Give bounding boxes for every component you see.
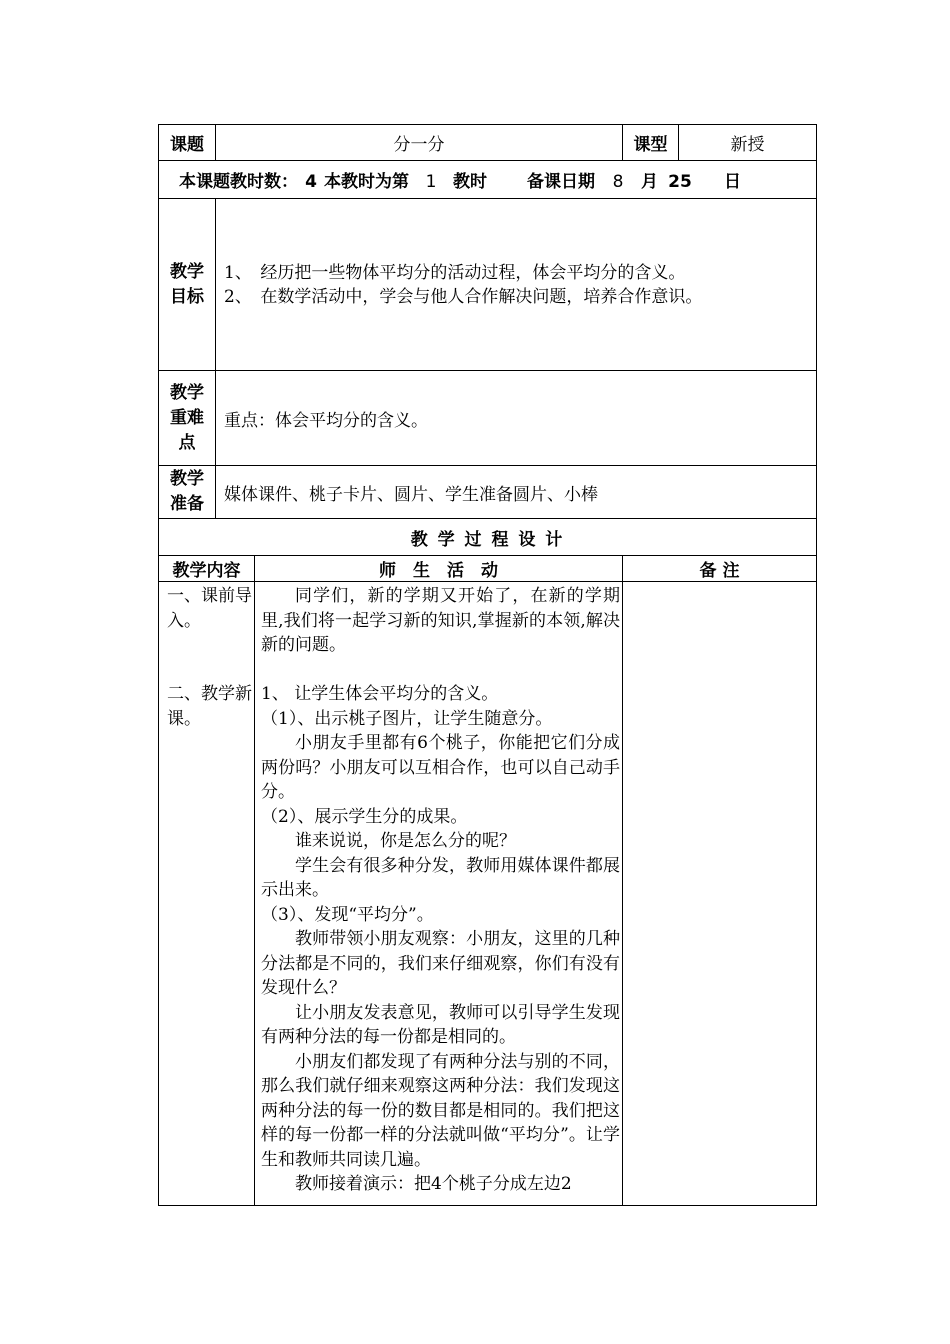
para-3a: 教师带领小朋友观察：小朋友，这里的几种分法都是不同的，我们来仔细观察，你们有没有发现什么？ <box>261 929 620 998</box>
lesson-plan-page <box>158 124 816 1206</box>
sub-2: （2）、展示学生分的成果。 <box>261 806 468 827</box>
goals-row <box>159 199 817 371</box>
goals-label-line-1: 教学 <box>170 261 204 282</box>
sub-3: （3）、发现“平均分”。 <box>261 904 434 925</box>
key-points-text: 重点：体会平均分的含义。 <box>216 371 817 466</box>
preparation-text: 媒体课件、桃子卡片、圆片、学生准备圆片、小棒 <box>216 466 817 519</box>
current-value: 1 <box>425 172 437 192</box>
type-label: 课型 <box>623 125 679 161</box>
process-title: 教 学 过 程 设 计 <box>159 519 817 556</box>
goal-item-1: 1、 经历把一些物体平均分的活动过程，体会平均分的含义。 <box>224 262 686 283</box>
sub-1: （1）、出示桃子图片，让学生随意分。 <box>261 708 553 729</box>
current-label: 本教时为第 <box>324 172 409 192</box>
para-intro: 同学们，新的学期又开始了，在新的学期里,我们将一起学习新的知识,掌握新的本领,解决新的问题。 <box>261 586 620 655</box>
key-points-row <box>159 371 817 466</box>
para-2a: 谁来说说，你是怎么分的呢？ <box>295 831 516 851</box>
preparation-row <box>159 466 817 519</box>
activity-column <box>255 582 623 1206</box>
key-points-label-line-1: 教学 <box>170 382 204 403</box>
info-cell <box>159 161 817 199</box>
para-3d: 教师接着演示：把4个桃子分成左边2 <box>295 1174 572 1194</box>
para-2b: 学生会有很多种分发，教师用媒体课件都展示出来。 <box>261 855 620 900</box>
notes-column <box>623 582 817 1206</box>
content-column <box>159 582 255 1206</box>
para-3b: 让小朋友发表意见，教师可以引导学生发现有两种分法的每一份都是相同的。 <box>261 1002 620 1047</box>
period-label: 教时 <box>453 172 487 192</box>
goal-item-2: 2、 在数学活动中，学会与他人合作解决问题，培养合作意识。 <box>224 286 703 307</box>
topic-label: 课题 <box>159 125 216 161</box>
preparation-label <box>159 466 216 519</box>
process-header-row <box>159 556 817 582</box>
process-body-row <box>159 582 817 1206</box>
key-points-label <box>159 371 216 466</box>
para-1: 小朋友手里都有6个桃子，你能把它们分成两份吗？小朋友可以互相合作，也可以自己动手分。 <box>261 733 620 802</box>
preparation-label-line-2: 准备 <box>170 494 204 514</box>
lesson-plan-table <box>158 124 817 1206</box>
para-3c: 小朋友们都发现了有两种分法与别的不同，那么我们就仔细来观察这两种分法：我们发现这两种分法的每一份的数目都是相同的。我们把这样的每一份都一样的分法就叫做“平均分”。让学生和教师共同读几遍。 <box>261 1051 620 1170</box>
section-1-label: 一、课前导入。 <box>167 586 252 631</box>
goals-content <box>216 199 817 371</box>
topic-value: 分一分 <box>216 125 623 161</box>
month-label: 月 <box>641 172 658 192</box>
col-header-notes: 备 注 <box>623 556 817 582</box>
lessons-label: 本课题教时数： <box>179 172 298 192</box>
key-points-label-line-2: 重难 <box>170 407 204 428</box>
date-label: 备课日期 <box>527 172 595 192</box>
preparation-label-line-1: 教学 <box>170 469 204 489</box>
date-month: 8 <box>612 172 624 192</box>
item-1: 1、 让学生体会平均分的含义。 <box>261 684 499 704</box>
type-value: 新授 <box>679 125 817 161</box>
goals-label-line-2: 目标 <box>170 286 204 307</box>
goals-label <box>159 199 216 371</box>
day-label: 日 <box>724 172 741 192</box>
info-row <box>159 161 817 199</box>
topic-row <box>159 125 817 161</box>
lessons-value: 4 <box>305 172 317 192</box>
process-title-row <box>159 519 817 556</box>
section-2-label: 二、教学新课。 <box>167 684 252 729</box>
col-header-content: 教学内容 <box>159 556 255 582</box>
col-header-activity: 师 生 活 动 <box>255 556 623 582</box>
key-points-label-line-3: 点 <box>178 432 196 453</box>
date-day: 25 <box>668 172 692 192</box>
